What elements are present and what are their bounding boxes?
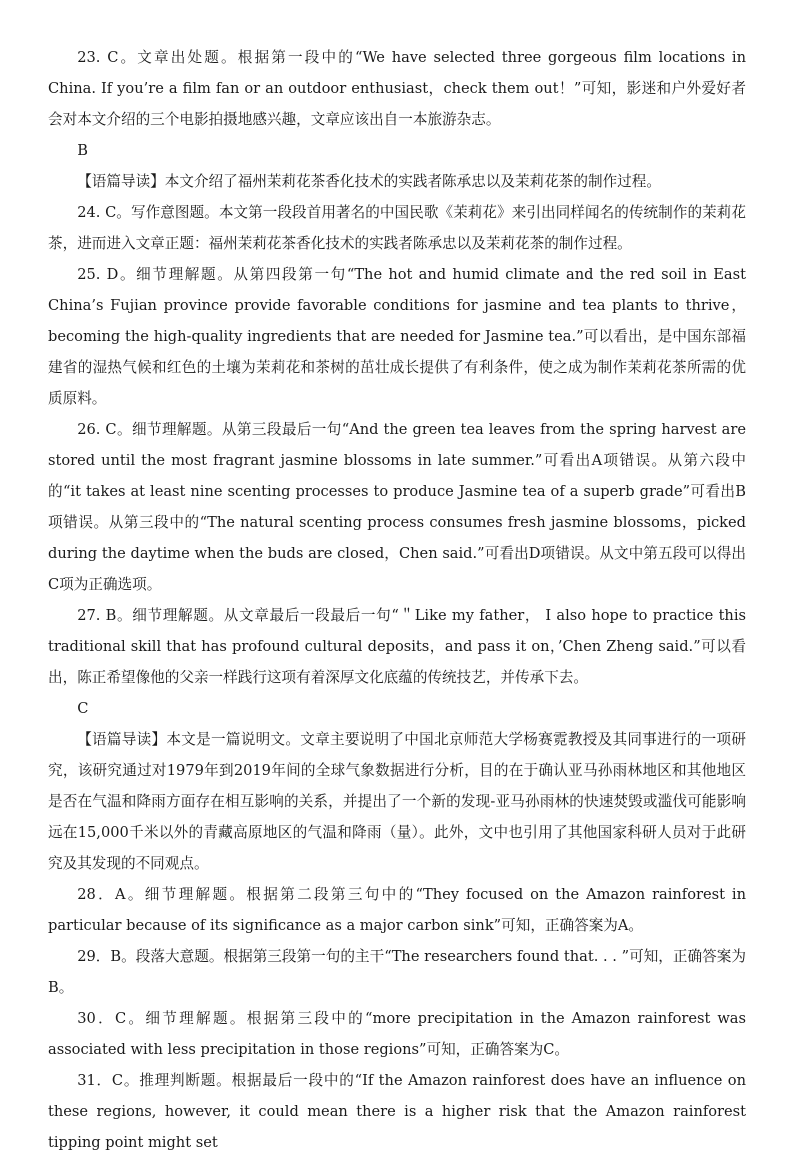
answer-23: 23. C。文章出处题。根据第一段中的“We have selected three gorgeous film locations in China. If you’re a film fan or an outdoor enthusiast，check them out！”可知，影迷和户外爱好者会对本文介绍的三个电影拍摄地感兴趣，文章应该出自一本旅游杂志。: [48, 49, 746, 128]
answer-31: 31．C。推理判断题。根据最后一段中的“If the Amazon rainforest does have an influence on these regions, however, it could mean there is a higher risk that the Amazon rainforest tipping point might set: [48, 1072, 746, 1151]
answer-28: 28．A。细节理解题。根据第二段第三句中的“They focused on the Amazon rainforest in particular because of its significance as a major carbon sink”可知，正确答案为A。: [48, 886, 746, 934]
passage-letter-c: C: [77, 700, 89, 717]
answer-30: 30．C。细节理解题。根据第三段中的“more precipitation in the Amazon rainforest was associated with less precipitation in those regions”可知，正确答案为C。: [48, 1010, 746, 1058]
passage-letter-b: B: [77, 142, 88, 159]
passage-b-guide: 【语篇导读】本文介绍了福州茉莉花茶香化技术的实践者陈承忠以及茉莉花茶的制作过程。: [77, 173, 661, 190]
answer-26: 26. C。细节理解题。从第三段最后一句“And the green tea leaves from the spring harvest are stored until the most fragrant jasmine blossoms in late summer.”可看出A项错误。从第六段中的“it takes at least nine scenting processes to produce Jasmine tea of a superb grade”可看出B项错误。从第三段中的“The natural scenting process consumes fresh jasmine blossoms，picked during the daytime when the buds are closed，Chen said.”可看出D项错误。从文中第五段可以得出C项为正确选项。: [48, 421, 746, 593]
answer-29: 29．B。段落大意题。根据第三段第一句的主干“The researchers found that. . . ”可知，正确答案为B。: [48, 948, 746, 996]
answer-27: 27. B。细节理解题。从文章最后一段最后一句“＂Like my father， I also hope to practice this traditional skill that has profound cultural deposits，and pass it on，’Chen Zheng said.”可以看出，陈正希望像他的父亲一样践行这项有着深厚文化底蕴的传统技艺，并传承下去。: [48, 607, 746, 686]
answer-24: 24. C。写作意图题。本文第一段段首用著名的中国民歌《茉莉花》来引出同样闻名的传统制作的茉莉花茶，进而进入文章正题：福州茉莉花茶香化技术的实践者陈承忠以及茉莉花茶的制作过程。: [48, 204, 746, 252]
passage-c-guide: 【语篇导读】本文是一篇说明文。文章主要说明了中国北京师范大学杨赛霓教授及其同事进行的一项研究，该研究通过对1979年到2019年间的全球气象数据进行分析，目的在于确认亚马孙雨林地区和其他地区是否在气温和降雨方面存在相互影响的关系，并提出了一个新的发现-亚马孙雨林的快速焚毁或滥伐可能影响远在15,000千米以外的青藏高原地区的气温和降雨（量）。此外，文中也引用了其他国家科研人员对于此研究及其发现的不同观点。: [48, 731, 746, 872]
answer-25: 25. D。细节理解题。从第四段第一句“The hot and humid climate and the red soil in East China’s Fujian province provide favorable conditions for jasmine and tea plants to thrive， becoming the high-quality ingredients that are needed for Jasmine tea.”可以看出，是中国东部福建省的湿热气候和红色的土壤为茉莉花和茶树的茁壮成长提供了有利条件，使之成为制作茉莉花茶所需的优质原料。: [48, 266, 746, 407]
answer-key-body: [48, 42, 746, 1158]
